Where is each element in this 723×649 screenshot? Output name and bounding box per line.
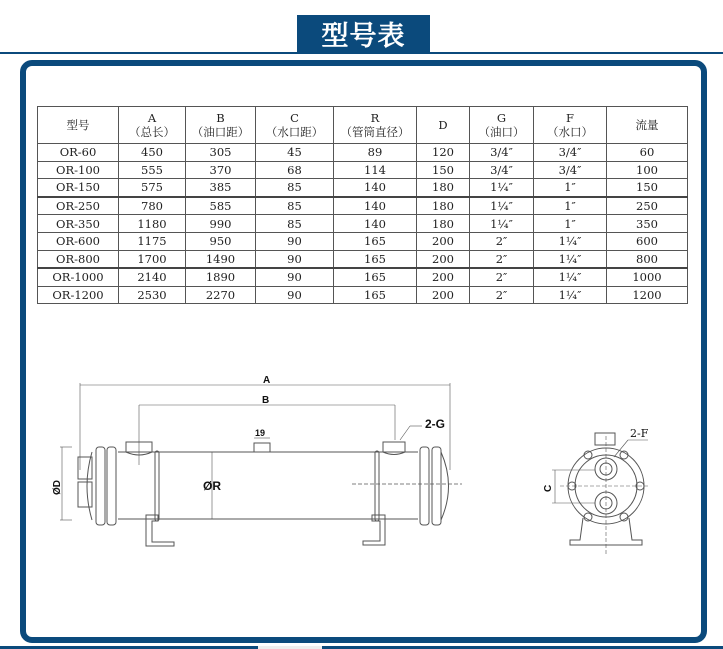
cell-b: 990 xyxy=(186,215,256,233)
cell-model: OR-600 xyxy=(38,232,119,250)
cell-c: 90 xyxy=(256,268,334,286)
cell-g: 1¼″ xyxy=(470,179,534,197)
cell-g: 3/4″ xyxy=(470,144,534,162)
cell-r: 140 xyxy=(334,215,417,233)
cell-r: 165 xyxy=(334,286,417,304)
cell-f: 1″ xyxy=(534,197,607,215)
cell-r: 140 xyxy=(334,197,417,215)
cell-d: 200 xyxy=(417,250,470,268)
header-b: B （油口距） xyxy=(186,107,256,144)
port-g-label: 2-G xyxy=(425,417,446,431)
cell-b: 1890 xyxy=(186,268,256,286)
cell-a: 1700 xyxy=(119,250,186,268)
dimension-c-label: C xyxy=(543,484,554,492)
cell-r: 140 xyxy=(334,179,417,197)
header-d: D xyxy=(417,107,470,144)
header-r: R （管筒直径） xyxy=(334,107,417,144)
header-flow: 流量 xyxy=(607,107,688,144)
cell-flow: 250 xyxy=(607,197,688,215)
cell-flow: 1200 xyxy=(607,286,688,304)
cell-r: 89 xyxy=(334,144,417,162)
cell-g: 2″ xyxy=(470,286,534,304)
cell-flow: 600 xyxy=(607,232,688,250)
cell-g: 2″ xyxy=(470,250,534,268)
cell-g: 3/4″ xyxy=(470,161,534,179)
cell-flow: 100 xyxy=(607,161,688,179)
cell-model: OR-1000 xyxy=(38,268,119,286)
cell-flow: 150 xyxy=(607,179,688,197)
cell-f: 1″ xyxy=(534,179,607,197)
cell-r: 165 xyxy=(334,250,417,268)
cell-model: OR-1200 xyxy=(38,286,119,304)
cell-c: 90 xyxy=(256,232,334,250)
diameter-d-label: ØD xyxy=(52,480,63,495)
cell-model: OR-350 xyxy=(38,215,119,233)
cell-r: 165 xyxy=(334,232,417,250)
cell-c: 90 xyxy=(256,250,334,268)
cell-f: 1¼″ xyxy=(534,286,607,304)
header-c: C （水口距） xyxy=(256,107,334,144)
cell-d: 180 xyxy=(417,197,470,215)
cell-d: 200 xyxy=(417,268,470,286)
dimension-a-label: A xyxy=(263,375,271,386)
header-g: G （油口） xyxy=(470,107,534,144)
cell-model: OR-800 xyxy=(38,250,119,268)
page-title: 型号表 xyxy=(297,15,430,52)
cell-f: 1¼″ xyxy=(534,232,607,250)
cell-r: 165 xyxy=(334,268,417,286)
cell-flow: 350 xyxy=(607,215,688,233)
cell-f: 1¼″ xyxy=(534,250,607,268)
cell-f: 1″ xyxy=(534,215,607,233)
cell-a: 2530 xyxy=(119,286,186,304)
cell-b: 950 xyxy=(186,232,256,250)
end-view-drawing xyxy=(543,427,650,555)
cell-a: 1175 xyxy=(119,232,186,250)
header-a: A （总长） xyxy=(119,107,186,144)
cell-b: 305 xyxy=(186,144,256,162)
cell-model: OR-250 xyxy=(38,197,119,215)
cell-r: 114 xyxy=(334,161,417,179)
cell-model: OR-150 xyxy=(38,179,119,197)
cell-d: 120 xyxy=(417,144,470,162)
cell-a: 1180 xyxy=(119,215,186,233)
port-f-label: 2-F xyxy=(630,427,649,440)
cell-b: 585 xyxy=(186,197,256,215)
cell-b: 1490 xyxy=(186,250,256,268)
cell-c: 68 xyxy=(256,161,334,179)
cell-flow: 1000 xyxy=(607,268,688,286)
cell-d: 180 xyxy=(417,215,470,233)
cell-d: 180 xyxy=(417,179,470,197)
diameter-r-label: ØR xyxy=(203,479,221,493)
cell-g: 1¼″ xyxy=(470,215,534,233)
cell-c: 90 xyxy=(256,286,334,304)
cell-a: 555 xyxy=(119,161,186,179)
cell-g: 2″ xyxy=(470,232,534,250)
cell-d: 200 xyxy=(417,232,470,250)
cell-c: 85 xyxy=(256,179,334,197)
cell-d: 150 xyxy=(417,161,470,179)
cell-model: OR-60 xyxy=(38,144,119,162)
cell-a: 780 xyxy=(119,197,186,215)
cell-b: 385 xyxy=(186,179,256,197)
cell-c: 45 xyxy=(256,144,334,162)
cell-f: 3/4″ xyxy=(534,161,607,179)
cell-f: 3/4″ xyxy=(534,144,607,162)
side-view-drawing xyxy=(52,375,462,546)
cell-b: 370 xyxy=(186,161,256,179)
cell-f: 1¼″ xyxy=(534,268,607,286)
cell-flow: 60 xyxy=(607,144,688,162)
cell-g: 1¼″ xyxy=(470,197,534,215)
cell-flow: 800 xyxy=(607,250,688,268)
cell-c: 85 xyxy=(256,197,334,215)
dimension-b-label: B xyxy=(262,395,270,406)
dimension-19-label: 19 xyxy=(255,428,266,438)
cell-c: 85 xyxy=(256,215,334,233)
cell-b: 2270 xyxy=(186,286,256,304)
cell-model: OR-100 xyxy=(38,161,119,179)
cell-g: 2″ xyxy=(470,268,534,286)
cell-a: 575 xyxy=(119,179,186,197)
header-model: 型号 xyxy=(38,107,119,144)
cell-d: 200 xyxy=(417,286,470,304)
cell-a: 2140 xyxy=(119,268,186,286)
header-f: F （水口） xyxy=(534,107,607,144)
cell-a: 450 xyxy=(119,144,186,162)
